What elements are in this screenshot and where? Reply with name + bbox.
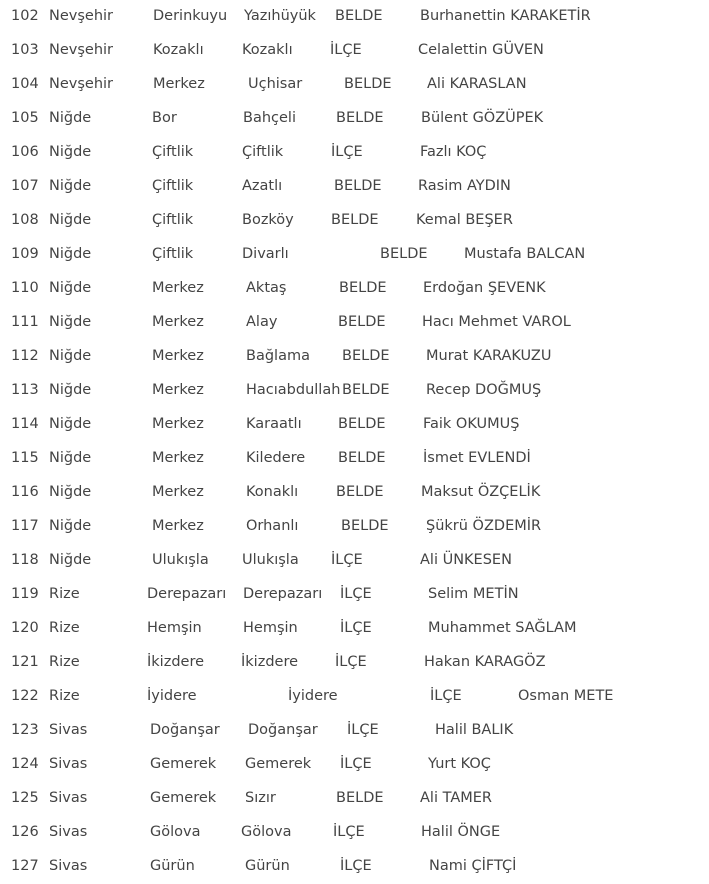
mayor-name-cell: Murat KARAKUZU	[426, 348, 552, 364]
row-number: 111	[11, 314, 39, 330]
province-cell: Rize	[49, 620, 80, 636]
row-number: 119	[11, 586, 39, 602]
town-cell: Bahçeli	[243, 110, 296, 126]
table-row	[0, 850, 709, 884]
row-number: 122	[11, 688, 39, 704]
town-cell: Bozköy	[242, 212, 294, 228]
town-cell: Aktaş	[246, 280, 287, 296]
row-number: 109	[11, 246, 39, 262]
town-cell: Hacıabdullah	[246, 382, 341, 398]
mayor-name-cell: Rasim AYDIN	[418, 178, 511, 194]
row-number: 110	[11, 280, 39, 296]
row-number: 125	[11, 790, 39, 806]
mayor-name-cell: İsmet EVLENDİ	[423, 450, 531, 466]
district-cell: Merkez	[152, 518, 204, 534]
municipality-type-cell: BELDE	[342, 382, 390, 398]
table-row	[0, 0, 709, 34]
province-cell: Niğde	[49, 314, 92, 330]
municipality-type-cell: BELDE	[338, 450, 386, 466]
province-cell: Sivas	[49, 790, 88, 806]
province-cell: Niğde	[49, 178, 92, 194]
town-cell: Gürün	[245, 858, 290, 874]
table-row	[0, 544, 709, 578]
district-cell: Merkez	[152, 314, 204, 330]
table-row	[0, 102, 709, 136]
row-number: 114	[11, 416, 39, 432]
mayor-name-cell: Halil ÖNGE	[421, 824, 501, 840]
district-cell: Ulukışla	[152, 552, 209, 568]
district-cell: Merkez	[152, 348, 204, 364]
table-row	[0, 782, 709, 816]
town-cell: Yazıhüyük	[244, 8, 316, 24]
table-row	[0, 340, 709, 374]
row-number: 108	[11, 212, 39, 228]
municipality-type-cell: İLÇE	[340, 586, 372, 602]
town-cell: Gemerek	[245, 756, 312, 772]
town-cell: Hemşin	[243, 620, 298, 636]
province-cell: Niğde	[49, 450, 92, 466]
town-cell: Karaatlı	[246, 416, 302, 432]
mayor-name-cell: Ali TAMER	[420, 790, 492, 806]
row-number: 102	[11, 8, 39, 24]
mayor-name-cell: Yurt KOÇ	[428, 756, 491, 772]
town-cell: Doğanşar	[248, 722, 318, 738]
town-cell: Orhanlı	[246, 518, 299, 534]
mayor-name-cell: Muhammet SAĞLAM	[428, 620, 577, 636]
row-number: 118	[11, 552, 39, 568]
municipality-type-cell: BELDE	[335, 8, 383, 24]
table-row	[0, 578, 709, 612]
district-cell: Gölova	[150, 824, 201, 840]
table-row	[0, 272, 709, 306]
mayor-name-cell: Kemal BEŞER	[416, 212, 513, 228]
district-cell: Merkez	[152, 382, 204, 398]
mayor-name-cell: Burhanettin KARAKETİR	[420, 8, 591, 24]
municipality-type-cell: BELDE	[342, 348, 390, 364]
municipality-type-cell: BELDE	[339, 280, 387, 296]
mayor-name-cell: Maksut ÖZÇELİK	[421, 484, 541, 500]
municipality-type-cell: BELDE	[336, 790, 384, 806]
town-cell: Çiftlik	[242, 144, 284, 160]
mayor-name-cell: Ali ÜNKESEN	[420, 552, 512, 568]
table-row	[0, 170, 709, 204]
town-cell: Divarlı	[242, 246, 289, 262]
table-row	[0, 34, 709, 68]
row-number: 104	[11, 76, 39, 92]
table-row	[0, 442, 709, 476]
province-cell: Sivas	[49, 824, 88, 840]
town-cell: Alay	[246, 314, 278, 330]
province-cell: Niğde	[49, 348, 92, 364]
district-cell: Çiftlik	[152, 212, 194, 228]
mayor-name-cell: Halil BALIK	[435, 722, 514, 738]
municipality-type-cell: BELDE	[331, 212, 379, 228]
province-cell: Rize	[49, 654, 80, 670]
municipality-type-cell: BELDE	[336, 110, 384, 126]
table-row	[0, 68, 709, 102]
district-cell: Gürün	[150, 858, 195, 874]
town-cell: Kiledere	[246, 450, 306, 466]
municipality-type-cell: İLÇE	[340, 858, 372, 874]
row-number: 113	[11, 382, 39, 398]
table-row	[0, 510, 709, 544]
province-cell: Niğde	[49, 416, 92, 432]
municipality-type-cell: İLÇE	[340, 620, 372, 636]
mayor-name-cell: Selim METİN	[428, 586, 519, 602]
district-cell: Bor	[152, 110, 177, 126]
town-cell: Derepazarı	[243, 586, 323, 602]
district-cell: Doğanşar	[150, 722, 220, 738]
province-cell: Niğde	[49, 212, 92, 228]
row-number: 121	[11, 654, 39, 670]
district-cell: Gemerek	[150, 790, 217, 806]
table-row	[0, 816, 709, 850]
municipality-type-cell: İLÇE	[335, 654, 367, 670]
town-cell: Azatlı	[242, 178, 283, 194]
mayor-name-cell: Mustafa BALCAN	[464, 246, 586, 262]
row-number: 120	[11, 620, 39, 636]
district-cell: İkizdere	[147, 654, 205, 670]
table-row	[0, 374, 709, 408]
province-cell: Rize	[49, 688, 80, 704]
town-cell: Bağlama	[246, 348, 310, 364]
mayor-name-cell: Hakan KARAGÖZ	[424, 654, 546, 670]
municipality-type-cell: BELDE	[334, 178, 382, 194]
province-cell: Niğde	[49, 280, 92, 296]
town-cell: İkizdere	[241, 654, 299, 670]
row-number: 112	[11, 348, 39, 364]
table-row	[0, 306, 709, 340]
mayor-name-cell: Erdoğan ŞEVENK	[423, 280, 546, 296]
table-row	[0, 748, 709, 782]
municipality-type-cell: BELDE	[338, 416, 386, 432]
table-row	[0, 612, 709, 646]
mayor-name-cell: Hacı Mehmet VAROL	[422, 314, 571, 330]
mayor-name-cell: Nami ÇİFTÇİ	[429, 858, 517, 874]
mayor-name-cell: Celalettin GÜVEN	[418, 42, 544, 58]
row-number: 106	[11, 144, 39, 160]
province-cell: Niğde	[49, 382, 92, 398]
mayor-name-cell: Recep DOĞMUŞ	[426, 382, 542, 398]
town-cell: Uçhisar	[248, 76, 303, 92]
district-cell: Merkez	[152, 450, 204, 466]
municipality-type-cell: BELDE	[344, 76, 392, 92]
table-row	[0, 204, 709, 238]
mayor-name-cell: Fazlı KOÇ	[420, 144, 487, 160]
row-number: 103	[11, 42, 39, 58]
town-cell: Kozaklı	[242, 42, 293, 58]
province-cell: Nevşehir	[49, 76, 114, 92]
mayor-name-cell: Ali KARASLAN	[427, 76, 527, 92]
district-cell: Gemerek	[150, 756, 217, 772]
row-number: 127	[11, 858, 39, 874]
municipality-type-cell: İLÇE	[347, 722, 379, 738]
municipality-type-cell: BELDE	[336, 484, 384, 500]
municipality-type-cell: İLÇE	[331, 552, 363, 568]
province-cell: Niğde	[49, 110, 92, 126]
district-cell: Merkez	[152, 416, 204, 432]
mayor-name-cell: Osman METE	[518, 688, 614, 704]
province-cell: Niğde	[49, 518, 92, 534]
row-number: 116	[11, 484, 39, 500]
district-cell: Çiftlik	[152, 246, 194, 262]
municipality-type-cell: BELDE	[341, 518, 389, 534]
row-number: 124	[11, 756, 39, 772]
municipality-type-cell: BELDE	[380, 246, 428, 262]
town-cell: Ulukışla	[242, 552, 299, 568]
municipality-type-cell: İLÇE	[333, 824, 365, 840]
row-number: 115	[11, 450, 39, 466]
district-cell: Kozaklı	[153, 42, 204, 58]
table-row	[0, 646, 709, 680]
mayor-name-cell: Faik OKUMUŞ	[423, 416, 520, 432]
municipality-type-cell: İLÇE	[340, 756, 372, 772]
table-row	[0, 680, 709, 714]
town-cell: Gölova	[241, 824, 292, 840]
district-cell: Çiftlik	[152, 144, 194, 160]
province-cell: Nevşehir	[49, 8, 114, 24]
table-row	[0, 714, 709, 748]
district-cell: Merkez	[152, 484, 204, 500]
municipality-type-cell: İLÇE	[330, 42, 362, 58]
municipality-type-cell: İLÇE	[430, 688, 462, 704]
town-cell: Konaklı	[246, 484, 299, 500]
province-cell: Sivas	[49, 722, 88, 738]
district-cell: Çiftlik	[152, 178, 194, 194]
row-number: 107	[11, 178, 39, 194]
province-cell: Niğde	[49, 484, 92, 500]
province-cell: Niğde	[49, 552, 92, 568]
district-cell: İyidere	[147, 688, 197, 704]
province-cell: Niğde	[49, 144, 92, 160]
district-cell: Derinkuyu	[153, 8, 228, 24]
province-cell: Niğde	[49, 246, 92, 262]
district-cell: Hemşin	[147, 620, 202, 636]
table-row	[0, 238, 709, 272]
district-cell: Merkez	[152, 280, 204, 296]
row-number: 123	[11, 722, 39, 738]
table-row	[0, 136, 709, 170]
row-number: 126	[11, 824, 39, 840]
town-cell: Sızır	[245, 790, 276, 806]
row-number: 105	[11, 110, 39, 126]
municipality-type-cell: BELDE	[338, 314, 386, 330]
mayor-name-cell: Bülent GÖZÜPEK	[421, 110, 544, 126]
town-cell: İyidere	[288, 688, 338, 704]
table-row	[0, 476, 709, 510]
province-cell: Rize	[49, 586, 80, 602]
province-cell: Nevşehir	[49, 42, 114, 58]
municipality-type-cell: İLÇE	[331, 144, 363, 160]
province-cell: Sivas	[49, 756, 88, 772]
row-number: 117	[11, 518, 39, 534]
mayor-name-cell: Şükrü ÖZDEMİR	[426, 518, 542, 534]
table-row	[0, 408, 709, 442]
district-cell: Derepazarı	[147, 586, 227, 602]
province-cell: Sivas	[49, 858, 88, 874]
district-cell: Merkez	[153, 76, 205, 92]
